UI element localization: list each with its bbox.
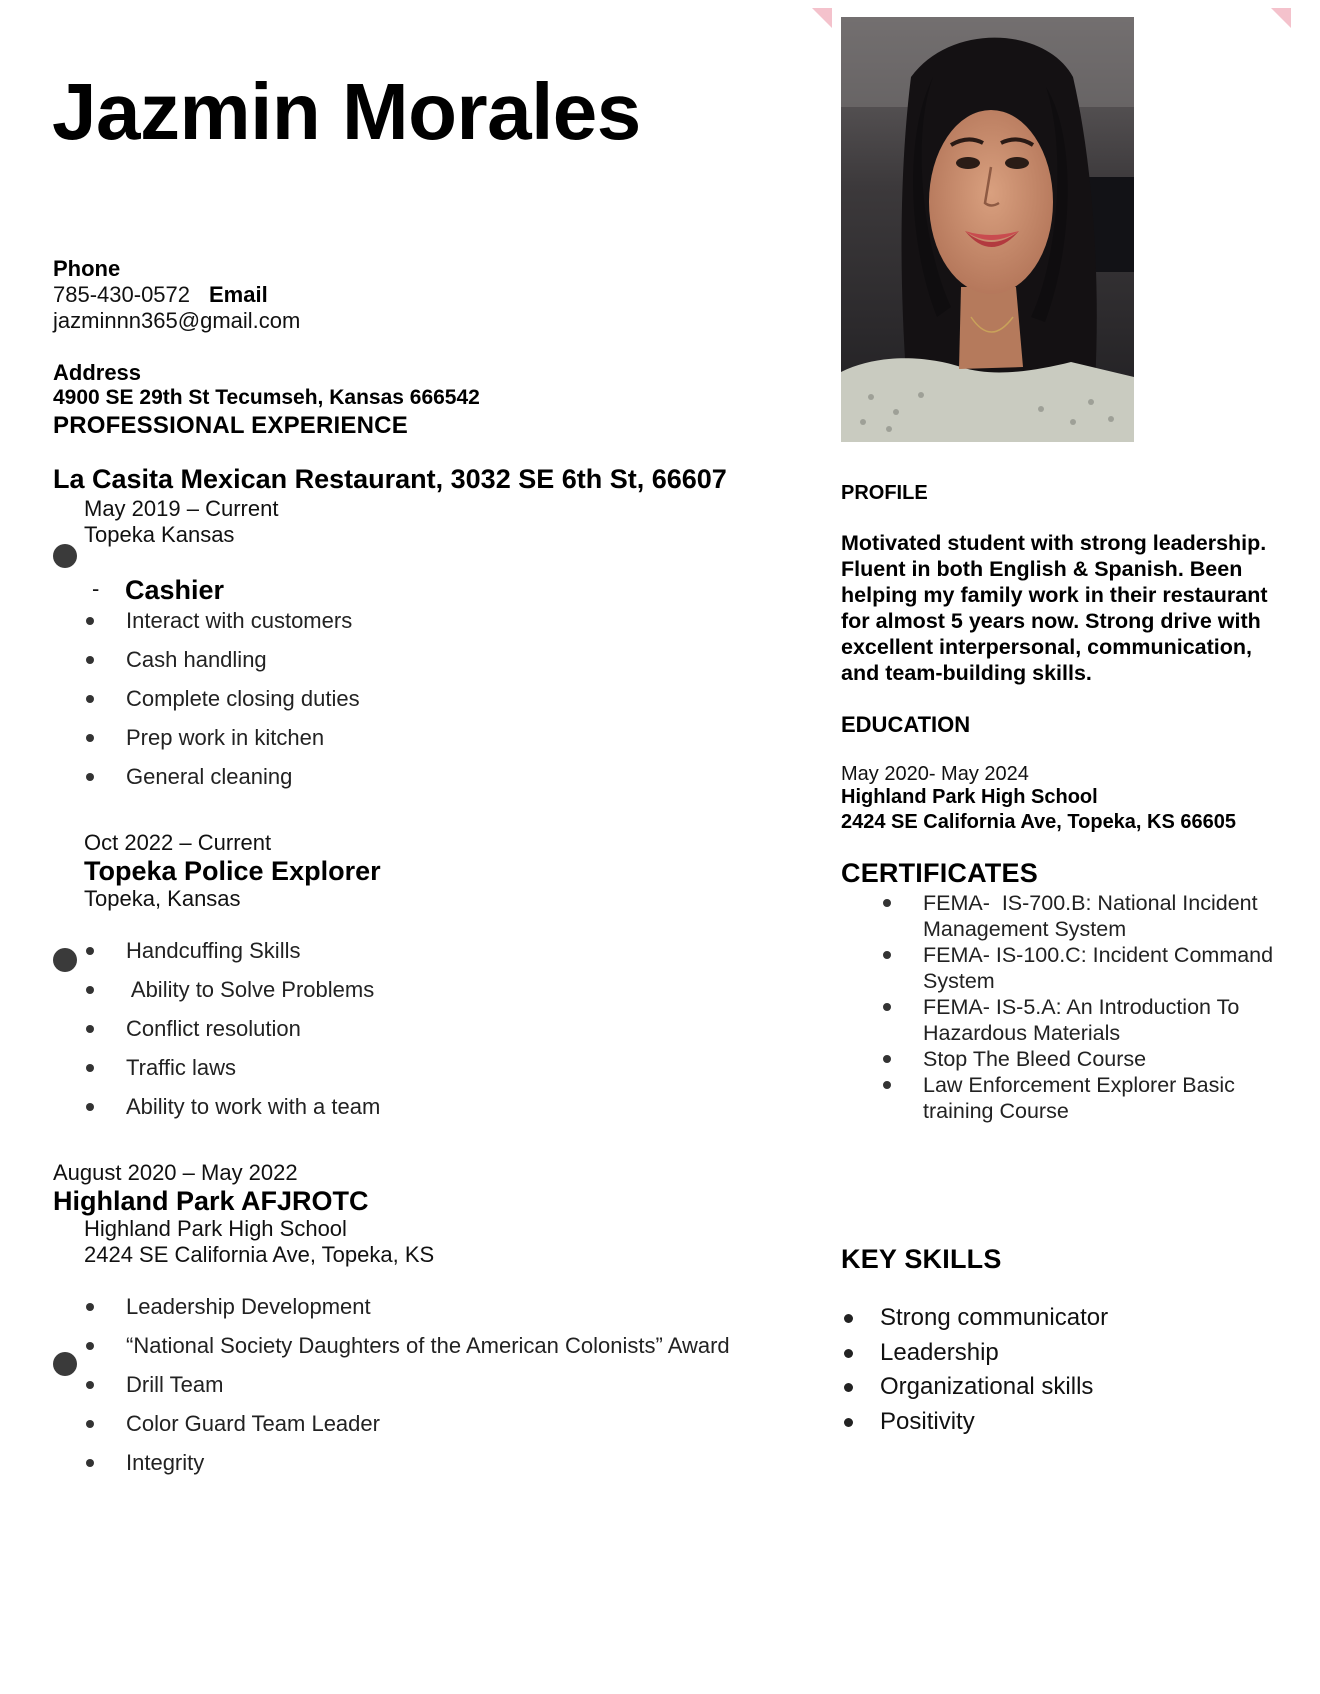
- list-item: [126, 1372, 730, 1411]
- bullet-icon: [86, 695, 94, 703]
- email-value: jazminnn365@gmail.com: [53, 308, 301, 333]
- list-item-text: Traffic laws: [126, 1055, 237, 1080]
- job-title: Highland Park AFJROTC: [53, 1186, 369, 1216]
- bullet-icon: [844, 1383, 853, 1392]
- list-item-text: Prep work in kitchen: [126, 725, 325, 750]
- job-address: 2424 SE California Ave, Topeka, KS: [84, 1242, 435, 1267]
- skills-list: [880, 1304, 1108, 1442]
- education-heading: EDUCATION: [841, 712, 971, 737]
- list-item: [126, 1055, 380, 1094]
- job-role: Cashier: [125, 575, 225, 605]
- job-dates: May 2019 – Current: [84, 496, 279, 521]
- job-location: Topeka, Kansas: [84, 886, 241, 911]
- skills-heading: KEY SKILLS: [841, 1244, 1002, 1274]
- list-item-text: Law Enforcement Explorer Basic training Course: [923, 1073, 1235, 1123]
- list-item-text: Cash handling: [126, 647, 267, 672]
- list-item: [923, 994, 1303, 1046]
- list-item-text: Ability to Solve Problems: [126, 977, 375, 1002]
- job-employer: La Casita Mexican Restaurant, 3032 SE 6th St, 66607: [53, 464, 727, 494]
- timeline-dot-icon: [53, 1352, 77, 1376]
- profile-text: Motivated student with strong leadership. Fluent in both English & Spanish. Been helping my family work in their restaurant for almost 5 years now. Strong drive with excellent interpersonal, communication, and team-building skills.: [841, 531, 1268, 685]
- list-item: [880, 1373, 1108, 1408]
- timeline-dot-icon: [53, 948, 77, 972]
- bullet-icon: [86, 986, 94, 994]
- list-item-text: Drill Team: [126, 1372, 224, 1397]
- list-item-text: Organizational skills: [880, 1373, 1094, 1400]
- job-dates: Oct 2022 – Current: [84, 830, 272, 855]
- list-item: [880, 1339, 1108, 1374]
- resume-name: Jazmin Morales: [52, 67, 641, 156]
- certificates-heading: CERTIFICATES: [841, 858, 1038, 888]
- list-item-text: Interact with customers: [126, 608, 353, 633]
- list-item: [126, 764, 360, 803]
- list-item-text: “National Society Daughters of the American Colonists” Award: [126, 1333, 730, 1358]
- bullet-icon: [86, 617, 94, 625]
- job-title: Topeka Police Explorer: [84, 856, 381, 886]
- list-item-text: Color Guard Team Leader: [126, 1411, 380, 1436]
- certificates-list: [923, 890, 1303, 1124]
- list-item-text: Handcuffing Skills: [126, 938, 301, 963]
- profile-heading: PROFILE: [841, 482, 928, 504]
- list-item-text: Ability to work with a team: [126, 1094, 381, 1119]
- job-location: Topeka Kansas: [84, 522, 235, 547]
- timeline-dot-icon: [53, 544, 77, 568]
- bullet-icon: [844, 1418, 853, 1427]
- list-item: [126, 1411, 730, 1450]
- bullet-icon: [86, 734, 94, 742]
- list-item: [126, 1016, 380, 1055]
- list-item: [880, 1304, 1108, 1339]
- list-item: [126, 1094, 380, 1133]
- bullet-icon: [86, 773, 94, 781]
- bullet-icon: [86, 1064, 94, 1072]
- bullet-icon: [86, 1459, 94, 1467]
- address-value: 4900 SE 29th St Tecumseh, Kansas 666542: [53, 386, 480, 409]
- list-item: [126, 1450, 730, 1489]
- bullet-icon: [883, 1003, 891, 1011]
- list-item-text: FEMA- IS-5.A: An Introduction To Hazardous Materials: [923, 995, 1240, 1045]
- list-item: [923, 942, 1303, 994]
- list-item-text: Stop The Bleed Course: [923, 1047, 1147, 1071]
- profile-photo: [841, 17, 1134, 442]
- job-bullet-list: [126, 608, 360, 803]
- bullet-icon: [883, 1055, 891, 1063]
- list-item-text: Strong communicator: [880, 1304, 1109, 1331]
- education-school: Highland Park High School: [841, 786, 1098, 808]
- bullet-icon: [844, 1349, 853, 1358]
- bullet-icon: [86, 947, 94, 955]
- list-item-text: FEMA- IS-100.C: Incident Command System: [923, 943, 1274, 993]
- education-address: 2424 SE California Ave, Topeka, KS 66605: [841, 811, 1236, 833]
- list-item-text: Positivity: [880, 1407, 975, 1435]
- job-bullet-list: [126, 938, 380, 1133]
- bullet-icon: [86, 656, 94, 664]
- role-dash: -: [92, 576, 100, 601]
- bullet-icon: [86, 1303, 94, 1311]
- list-item-text: General cleaning: [126, 764, 293, 789]
- list-item: [126, 1333, 730, 1372]
- bullet-icon: [883, 1081, 891, 1089]
- list-item: [126, 647, 360, 686]
- list-item: [126, 686, 360, 725]
- job-school: Highland Park High School: [84, 1216, 347, 1241]
- list-item: [126, 725, 360, 764]
- bullet-icon: [844, 1314, 853, 1323]
- bullet-icon: [883, 951, 891, 959]
- job-dates: August 2020 – May 2022: [53, 1160, 298, 1185]
- bullet-icon: [86, 1342, 94, 1350]
- phone-value: 785-430-0572: [53, 282, 191, 307]
- bullet-icon: [86, 1025, 94, 1033]
- list-item-text: Conflict resolution: [126, 1016, 301, 1041]
- email-label: Email: [209, 282, 268, 307]
- education-dates: May 2020- May 2024: [841, 763, 1029, 785]
- bullet-icon: [86, 1103, 94, 1111]
- address-label: Address: [53, 360, 142, 385]
- list-item: [126, 938, 380, 977]
- corner-marker-right-icon: [1271, 8, 1291, 28]
- list-item: [880, 1408, 1108, 1443]
- list-item-text: FEMA- IS-700.B: National Incident Management System: [923, 891, 1264, 941]
- portrait-icon: [841, 17, 1134, 442]
- list-item: [923, 1072, 1303, 1124]
- list-item-text: Leadership: [880, 1338, 999, 1366]
- phone-label: Phone: [53, 256, 121, 281]
- list-item-text: Leadership Development: [126, 1294, 371, 1319]
- bullet-icon: [883, 899, 891, 907]
- list-item: [923, 890, 1303, 942]
- bullet-icon: [86, 1420, 94, 1428]
- bullet-icon: [86, 1381, 94, 1389]
- list-item: [126, 1294, 730, 1333]
- list-item: [923, 1046, 1303, 1072]
- list-item: [126, 977, 380, 1016]
- list-item-text: Integrity: [126, 1450, 205, 1475]
- list-item: [126, 608, 360, 647]
- list-item-text: Complete closing duties: [126, 686, 360, 711]
- job-bullet-list: [126, 1294, 730, 1489]
- corner-marker-left-icon: [812, 8, 832, 28]
- experience-heading: PROFESSIONAL EXPERIENCE: [53, 412, 408, 439]
